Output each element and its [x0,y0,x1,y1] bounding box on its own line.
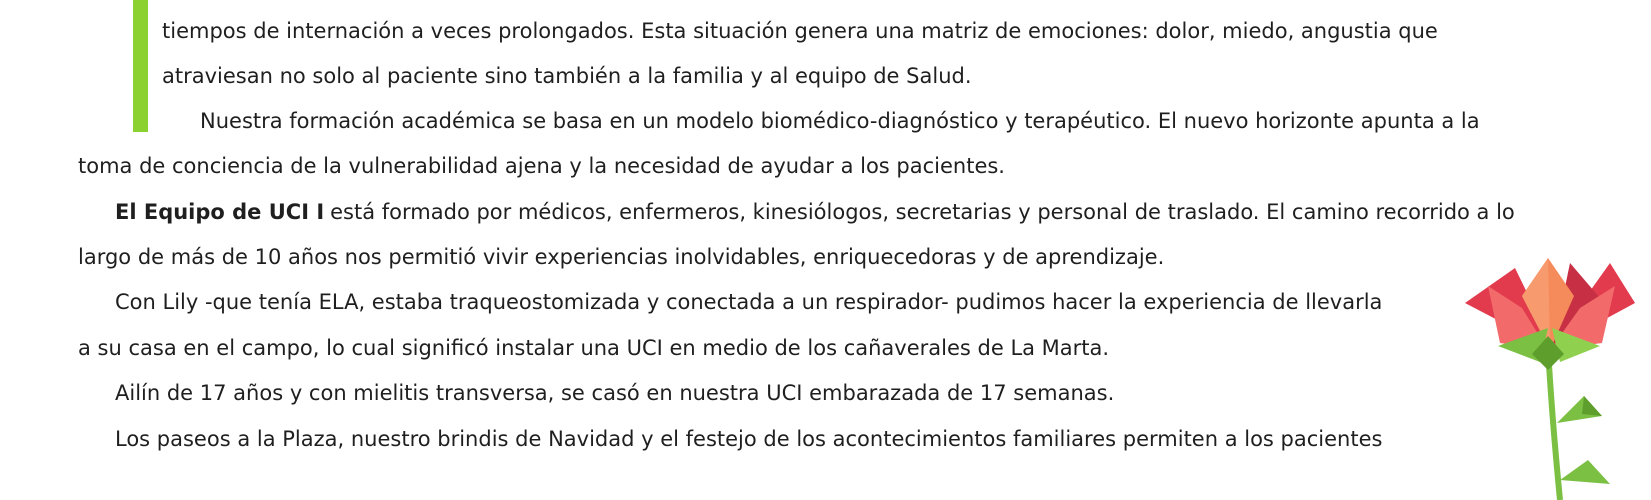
text-line: Nuestra formación académica se basa en un modelo biomédico-diagnóstico y terapéutico. El nuevo horizonte apunta a la [200,109,1480,133]
text-line: atraviesan no solo al paciente sino también a la familia y al equipo de Salud. [162,64,972,88]
text-line-rest: está formado por médicos, enfermeros, kinesiólogos, secretarias y personal de traslado. El camino recorrido a lo [330,200,1515,224]
flower-icon [1460,258,1640,500]
text-line: Los paseos a la Plaza, nuestro brindis de Navidad y el festejo de los acontecimientos familiares permiten a los pacientes [115,427,1383,451]
text-line: largo de más de 10 años nos permitió vivir experiencias inolvidables, enriquecedoras y de aprendizaje. [78,245,1165,269]
text-line [115,198,1515,226]
team-name: El Equipo de UCI I [115,200,325,224]
text-line: Con Lily -que tenía ELA, estaba traqueostomizada y conectada a un respirador- pudimos hacer la experiencia de llevarla [115,290,1383,314]
text-line: toma de conciencia de la vulnerabilidad ajena y la necesidad de ayudar a los pacientes. [78,154,1005,178]
text-line: Ailín de 17 años y con mielitis transversa, se casó en nuestra UCI embarazada de 17 semanas. [115,381,1115,405]
text-line: a su casa en el campo, lo cual significó instalar una UCI en medio de los cañaverales de La Marta. [78,336,1110,360]
accent-bar [133,0,148,132]
text-line: tiempos de internación a veces prolongados. Esta situación genera una matriz de emociones: dolor, miedo, angustia que [162,19,1438,43]
